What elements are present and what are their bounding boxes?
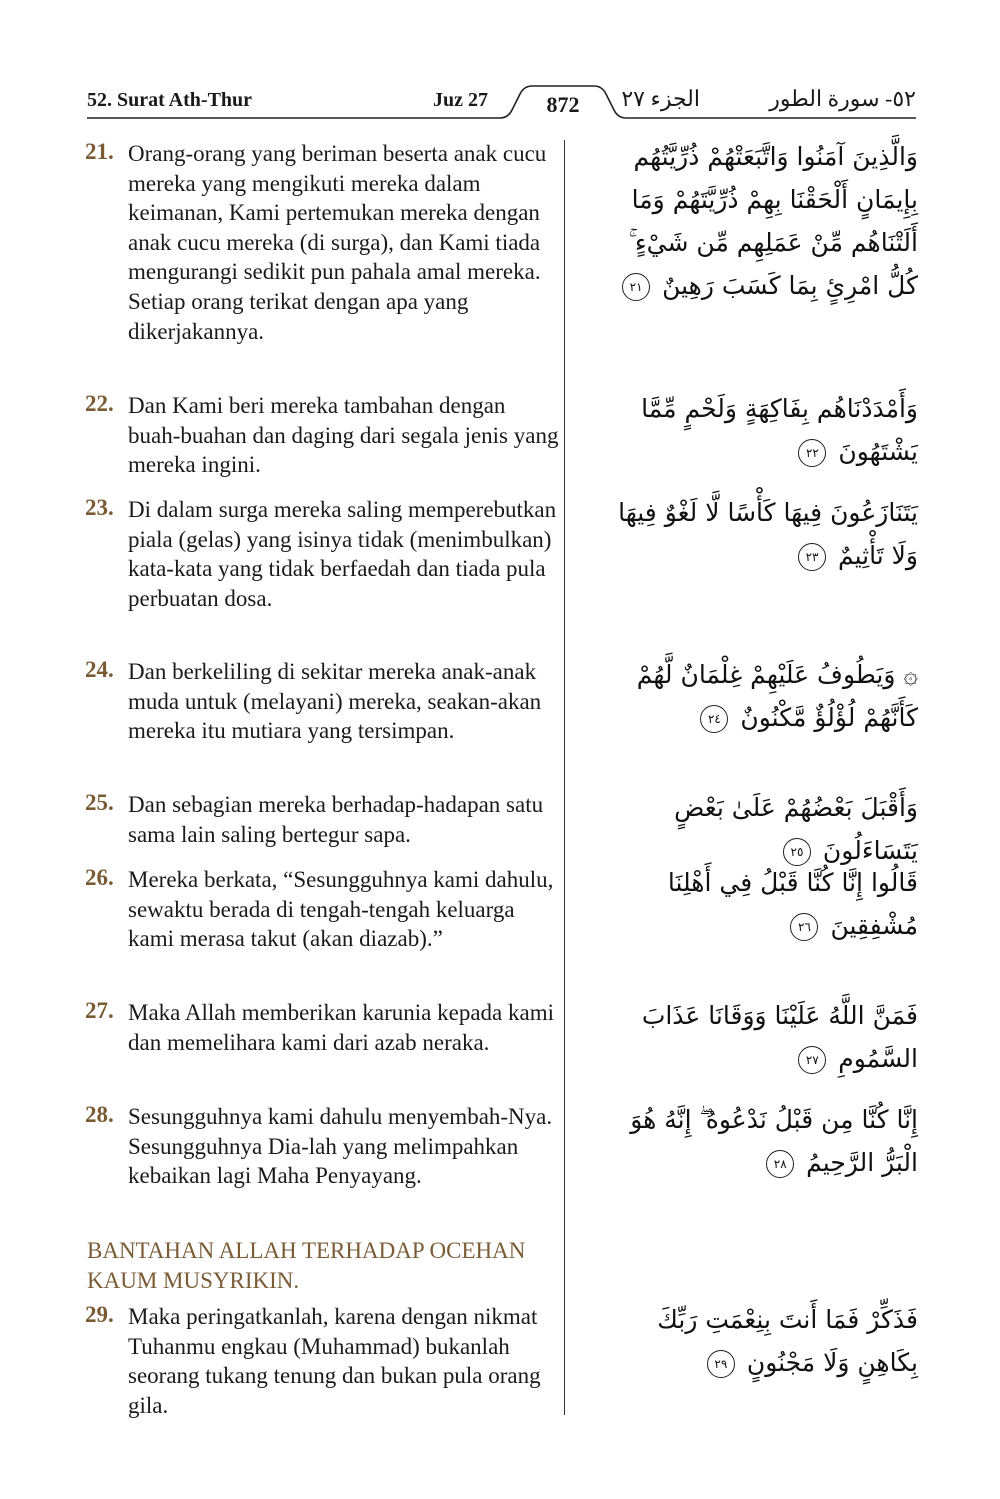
ayah-end-marker: ٢٩ (707, 1350, 735, 1378)
juz-arabic: الجزء ٢٧ (621, 86, 700, 111)
ayah-end-marker: ٢٨ (766, 1150, 794, 1178)
verse-translation: Dan sebagian mereka berhadap-hadapan satu sama lain saling bertegur sapa. (128, 792, 544, 847)
verse-number: 29. (85, 1302, 114, 1327)
surah-arabic: ٥٢- سورة الطور (769, 86, 916, 111)
page-header (0, 0, 1000, 130)
arabic-text: إِنَّا كُنَّا مِن قَبْلُ نَدْعُوهُ ۖ إِنَّهُ هُوَ الْبَرُّ الرَّحِيمُ (630, 1105, 918, 1177)
ayah-end-marker: ٢٣ (798, 543, 826, 571)
verse-number: 26. (85, 865, 114, 890)
verse-number: 23. (85, 495, 114, 520)
verse-number: 28. (85, 1102, 114, 1127)
verse-translation: Sesungguhnya kami dahulu menyembah-Nya. Sesungguhnya Dia-lah yang melimpahkan kebaikan lagi Maha Penyayang. (128, 1104, 553, 1189)
verse-number: 25. (85, 790, 114, 815)
section-heading: BANTAHAN ALLAH TERHADAP OCEHAN KAUM MUSYRIKIN. (87, 1238, 526, 1293)
verse-arabic (590, 653, 918, 739)
verse-arabic (590, 994, 918, 1080)
verse-arabic (590, 491, 918, 577)
verse-arabic (590, 387, 918, 473)
page-number: 872 (546, 92, 580, 117)
verse-translation: Di dalam surga mereka saling memperebutkan piala (gelas) yang isinya tidak (menimbulkan) kata-kata yang tidak berfaedah dan tiada pula perbuatan dosa. (128, 497, 557, 611)
verse-arabic (590, 1098, 918, 1184)
verse-number: 22. (85, 391, 114, 416)
verse-translation: Orang-orang yang beriman beserta anak cucu mereka yang mengikuti mereka dalam keimanan, Kami pertemukan mereka dengan anak cucu mereka (di surga), dan Kami tiada mengurangi sedikit pun pahala amal mereka. Setiap orang terikat dengan apa yang dikerjakannya. (128, 141, 547, 344)
verse-arabic (590, 861, 918, 947)
verse-arabic (590, 786, 918, 872)
verse-translation: Maka Allah memberikan karunia kepada kami dan memelihara kami dari azab neraka. (128, 1000, 554, 1055)
ayah-end-marker: ٢٢ (798, 439, 826, 467)
arabic-text: وَأَمْدَدْنَاهُم بِفَاكِهَةٍ وَلَحْمٍ مِّمَّا يَشْتَهُونَ (641, 394, 918, 466)
arabic-text: فَمَنَّ اللَّهُ عَلَيْنَا وَوَقَانَا عَذَابَ السَّمُومِ (641, 1001, 918, 1073)
surah-title: 52. Surat Ath-Thur (87, 89, 253, 111)
verse-number: 21. (85, 139, 114, 164)
verse-translation: Maka peringatkanlah, karena dengan nikmat Tuhanmu engkau (Muhammad) bukanlah seorang tukang tenung dan bukan pula orang gila. (128, 1304, 541, 1418)
column-divider (564, 140, 565, 1415)
verse-translation: Mereka berkata, “Sesungguhnya kami dahulu, sewaktu berada di tengah-tengah keluarga kami merasa takut (akan diazab).” (128, 867, 554, 952)
verse-number: 24. (85, 657, 114, 682)
ayah-end-marker: ٢٤ (700, 705, 728, 733)
verse-arabic (590, 135, 918, 307)
arabic-text: يَتَنَازَعُونَ فِيهَا كَأْسًا لَّا لَغْوٌ فِيهَا وَلَا تَأْثِيمٌ (618, 498, 918, 570)
ayah-end-marker: ٢٧ (798, 1046, 826, 1074)
arabic-text: وَأَقْبَلَ بَعْضُهُمْ عَلَىٰ بَعْضٍ يَتَسَاءَلُونَ (674, 793, 918, 865)
arabic-text: وَالَّذِينَ آمَنُوا وَاتَّبَعَتْهُمْ ذُرِّيَّتُهُم بِإِيمَانٍ أَلْحَقْنَا بِهِمْ ذُرِّيَّتَهُمْ وَمَا أَلَتْنَاهُم مِّنْ عَمَلِهِم مِّن شَيْءٍ ۚ كُلُّ امْرِئٍ بِمَا كَسَبَ رَهِينٌ (628, 142, 918, 300)
arabic-text: قَالُوا إِنَّا كُنَّا قَبْلُ فِي أَهْلِنَا مُشْفِقِينَ (667, 868, 918, 940)
verse-translation: Dan Kami beri mereka tambahan dengan buah-buahan dan daging dari segala jenis yang mereka ingini. (128, 393, 559, 478)
ayah-end-marker: ٢٦ (790, 913, 818, 941)
juz-label: Juz 27 (433, 89, 488, 111)
ayah-end-marker: ٢٥ (783, 838, 811, 866)
verse-arabic (590, 1298, 918, 1384)
verse-number: 27. (85, 998, 114, 1023)
arabic-text: ۞ وَيَطُوفُ عَلَيْهِمْ غِلْمَانٌ لَّهُمْ كَأَنَّهُمْ لُؤْلُؤٌ مَّكْنُونٌ (636, 660, 918, 732)
verse-translation: Dan berkeliling di sekitar mereka anak-anak muda untuk (melayani) mereka, seakan-akan mereka itu mutiara yang tersimpan. (128, 659, 542, 744)
ayah-end-marker: ٢١ (622, 273, 650, 301)
arabic-text: فَذَكِّرْ فَمَا أَنتَ بِنِعْمَتِ رَبِّكَ بِكَاهِنٍ وَلَا مَجْنُونٍ (657, 1305, 918, 1377)
